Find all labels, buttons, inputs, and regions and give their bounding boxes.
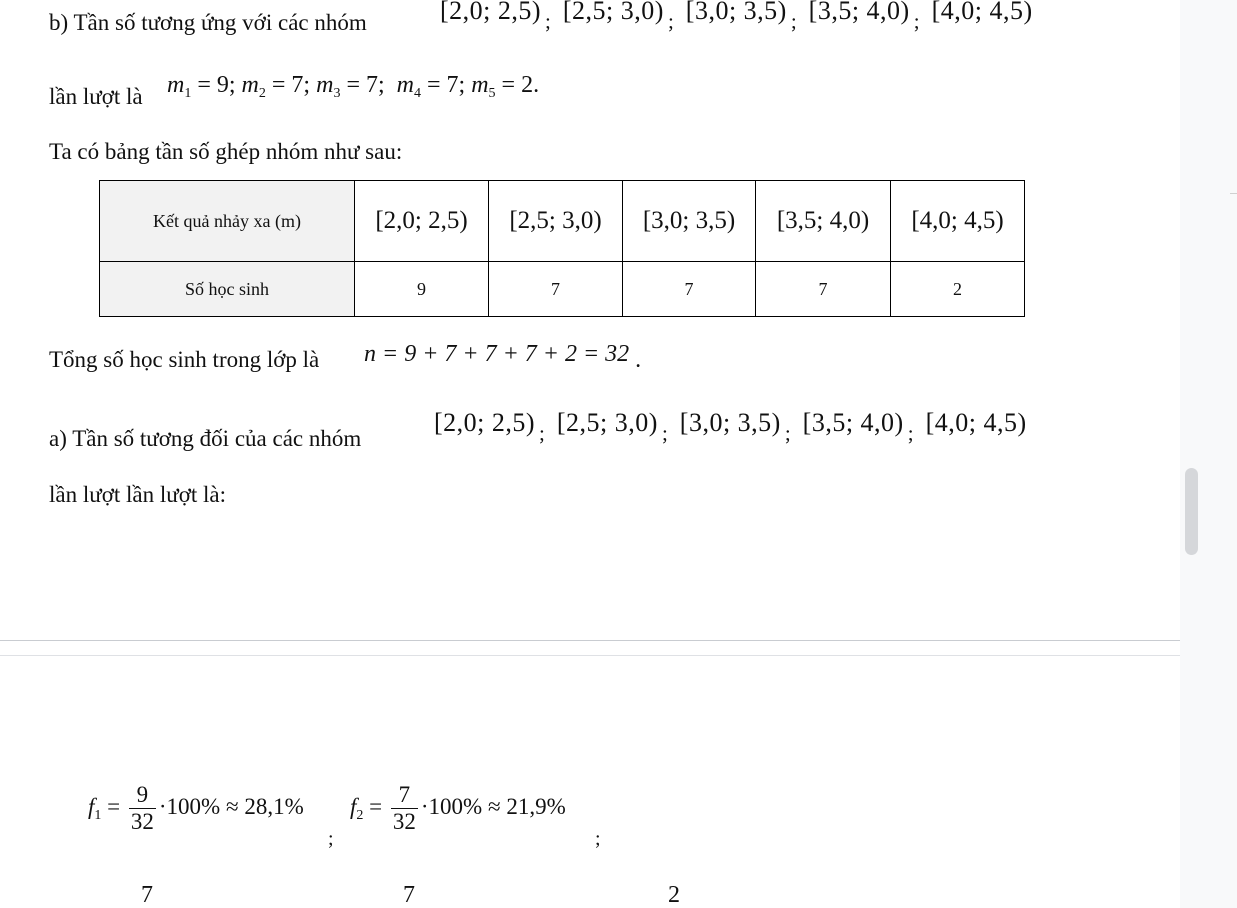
f1-sub: 1 [94,807,102,823]
f2-fraction [391,782,418,835]
interval-5: [4,0; 4,5) [931,0,1033,25]
total-text: Tổng số học sinh trong lớp là [49,347,320,372]
intervals-row-a [434,408,1027,445]
separator: ; [539,421,545,445]
total-line [49,347,319,373]
table-row [100,181,1025,262]
scrollbar-track[interactable] [1180,0,1237,908]
f2-var: f [350,793,357,819]
m4-var: m [396,72,414,98]
total-formula-text: n = 9 + 7 + 7 + 7 + 2 = 32 [364,341,630,367]
table-intro-text: Ta có bảng tần số ghép nhóm như sau: [49,139,403,164]
m3-sub: 3 [333,86,341,101]
table-header-cell: Số học sinh [100,262,355,317]
next-formula-numerator [141,882,153,908]
table-count-cell: 9 [355,262,489,317]
lan-luot-la-text: lần lượt là [49,84,143,109]
interval-1: [2,0; 2,5) [434,408,536,437]
interval-3: [3,0; 3,5) [685,0,787,25]
m5-var: m [471,72,489,98]
next-formula-numerator [403,882,415,908]
m5-val: = 2. [501,72,540,98]
m4-val: = 7; [426,72,466,98]
table-interval-cell: [2,0; 2,5) [355,181,489,262]
interval-4: [3,5; 4,0) [808,0,910,25]
table-count-cell: 7 [756,262,891,317]
page-break-line [0,655,1180,656]
formula-f1 [88,782,304,835]
separator: ; [907,421,914,445]
f1-numerator: 9 [136,782,149,807]
m1-var: m [167,72,185,98]
f1-var: f [88,793,95,819]
total-end: . [635,347,642,373]
separator: ; [661,421,668,445]
f1-fraction [129,782,156,835]
interval-2: [2,5; 3,0) [562,0,664,25]
m1-val: = 9; [197,72,236,98]
table-count-cell: 7 [489,262,623,317]
separator: ; [913,9,920,33]
f2-denominator: 32 [392,809,416,834]
next-formula-numerator [668,882,680,908]
m2-val: = 7; [271,72,311,98]
f2-rest: ·100% ≈ 21,9% [420,793,566,819]
table-interval-cell: [3,5; 4,0) [756,181,891,262]
m3-var: m [316,72,334,98]
paragraph-b [49,10,367,36]
frequency-line [49,84,143,110]
table-count-cell: 7 [623,262,756,317]
table-interval-cell: [3,0; 3,5) [623,181,756,262]
m5-sub: 5 [488,86,496,101]
f2-eq: = [369,793,383,819]
table-interval-cell: [2,5; 3,0) [489,181,623,262]
interval-3: [3,0; 3,5) [679,408,781,437]
gutter-marker [1230,193,1237,194]
page-break-line [0,640,1180,641]
paragraph-a-text: a) Tần số tương đối của các nhóm [49,426,362,451]
scrollbar-thumb[interactable] [1185,468,1198,555]
formula-separator [595,828,601,851]
frequency-values [167,72,539,102]
separator: ; [790,9,797,33]
formula-f2 [350,782,566,835]
f1-rest: ·100% ≈ 28,1% [158,793,304,819]
table-row [100,262,1025,317]
separator: ; [595,828,601,850]
paragraph-a-suffix [49,482,226,508]
total-formula [364,341,642,373]
separator: ; [545,9,551,33]
table-count-cell: 2 [891,262,1025,317]
table-header-cell: Kết quả nhảy xa (m) [100,181,355,262]
separator: ; [667,9,674,33]
f2-numerator: 7 [398,782,411,807]
formula-separator [328,828,334,851]
f1-denominator: 32 [130,809,154,834]
m2-sub: 2 [258,86,266,101]
table-interval-cell: [4,0; 4,5) [891,181,1025,262]
m2-var: m [241,72,259,98]
paragraph-b-text: b) Tần số tương ứng với các nhóm [49,10,367,35]
separator: ; [784,421,791,445]
paragraph-a-suffix-text: lần lượt lần lượt là: [49,482,227,507]
m4-sub: 4 [413,86,421,101]
next-num-c: 2 [668,882,680,908]
f2-sub: 2 [356,807,364,823]
f1-eq: = [107,793,121,819]
frequency-table [99,180,1025,317]
interval-5: [4,0; 4,5) [925,408,1027,437]
paragraph-a [49,426,361,452]
table-intro [49,139,402,165]
interval-4: [3,5; 4,0) [802,408,904,437]
intervals-row-b [440,0,1033,33]
next-num-a: 7 [141,882,153,908]
separator: ; [328,828,334,850]
next-num-b: 7 [403,882,415,908]
m3-val: = 7; [346,72,385,98]
m1-sub: 1 [184,86,192,101]
interval-2: [2,5; 3,0) [556,408,658,437]
interval-1: [2,0; 2,5) [440,0,542,25]
